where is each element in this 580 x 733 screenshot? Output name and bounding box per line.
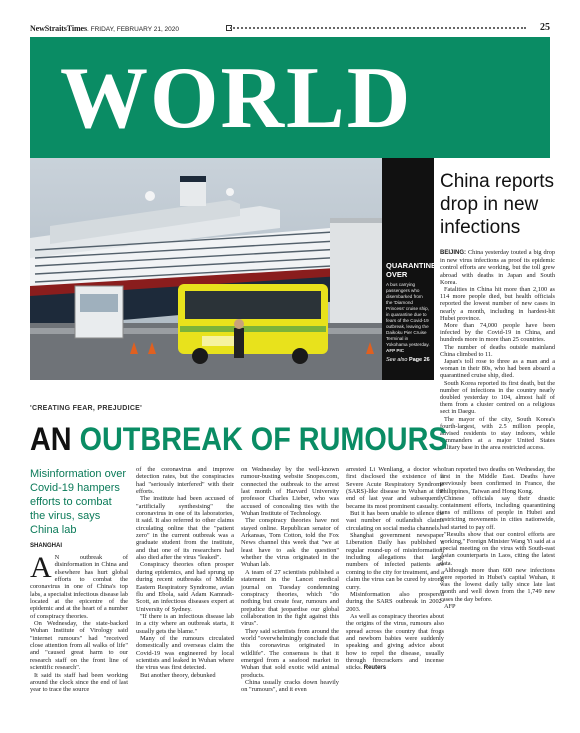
story-paragraph: of the coronavirus and improve detection rates, but the conspiracies had "seriously interfered" with their efforts. — [136, 466, 234, 496]
side-story-paragraph: Iran reported two deaths on Wednesday, the first in the Middle East. Deaths have previously been confirmed in France, the Philippines, Taiwan and Hong Kong. — [440, 466, 555, 495]
story-kicker: 'CREATING FEAR, PREJUDICE' — [30, 405, 143, 412]
story-paragraph — [30, 551, 128, 620]
side-story-credit-line — [440, 603, 555, 610]
story-paragraph: The institute had been accused of "artificially synthesising" the coronavirus in one of its laboratories, it said. It also referred to other claims circulating online that the "patient zero" in the current outbreak was a graduate student from the institute, and that one of its researchers had also died after the virus "leaked". — [136, 495, 234, 562]
story-column-1 — [30, 551, 128, 694]
side-story-paragraph: Japan's toll rose to three as a man and a woman in their 80s, who had been aboard a quarantined cruise ship, died. — [440, 358, 555, 380]
caption-text: A bus carrying passengers who disembarked from the 'Diamond Princess' cruise ship, in quarantine due to fears of the Covid-19 outbreak, leaving the Daikoku Pier Cruise Terminal in Yokohama yesterday. — [386, 282, 430, 347]
caption-credit: AFP PIC — [386, 348, 405, 353]
story-text: As well as conspiracy theories about the origins of the virus, rumours also spread across the country that frogs and newborn babies were suddenly speaking and giving advice about how to repel the disease, usually through firecrackers and incense sticks. — [346, 612, 444, 672]
dotted-rule — [230, 27, 526, 30]
side-story-continued — [440, 466, 555, 610]
side-story-headline: China reports drop in new infections — [440, 171, 555, 238]
story-paragraph: A team of 27 scientists published a statement in the Lancet medical journal on Tuesday condemning conspiracy theories, which "do nothing but create fear, rumours and prejudice that jeopardise our global collaboration in the fight against this virus". — [241, 568, 339, 628]
see-also-prefix: See also — [386, 357, 408, 363]
story-paragraph: arrested Li Wenliang, a doctor who first disclosed the existence of a Severe Acute Respiratory Syndrome (SARS)-like disease in Wuhan at the end of last year and subsequently became its most prominent casualty. — [346, 466, 444, 510]
side-story-paragraph: Fatalities in China hit more than 2,100 as 114 more people died, but health officials reported the lowest number of new cases in nearly a month, including in hardest-hit Hubei province. — [440, 286, 555, 322]
story-paragraph: On Wednesday, the state-backed Wuhan Institute of Virology said "internet rumours" had "received close attention from all walks of life" and "caused great harm to our research staff on the front line of scientific research". — [30, 620, 128, 672]
dateline: . FRIDAY, FEBRUARY 21, 2020 — [87, 26, 180, 33]
story-column-4 — [346, 466, 444, 673]
drop-cap: A — [30, 551, 52, 584]
side-story-paragraph: The number of deaths outside mainland China climbed to 11. — [440, 343, 555, 358]
side-story-paragraph: Chinese officials say their drastic containment efforts, including quarantining tens of millions of people in Hubei and restricting movements in cities nationwide, had started to pay off. — [440, 494, 555, 531]
see-also[interactable] — [386, 357, 430, 363]
side-story-paragraph: More than 74,000 people have been infected by the Covid-19 in China, and hundreds more in more than 25 countries. — [440, 322, 555, 344]
story-paragraph: They said scientists from around the world "overwhelmingly conclude that this coronavirus originated in wildlife". The consensus is that it emerged from a seafood market in Wuhan that sold exotic wild animal products. — [241, 627, 339, 679]
publication-dateline — [30, 24, 179, 33]
story-paragraph: China usually cracks down heavily on "rumours", and it even — [241, 678, 339, 694]
side-story-credit: AFP — [444, 602, 456, 610]
section-title: WORLD — [60, 50, 413, 147]
story-paragraph: The conspiracy theories have not stayed online. Republican senator of Arkansas, Tom Cotton, told the Fox News channel this week that "we at least have to ask the question" whether the virus originated in the Wuhan lab. — [241, 517, 339, 569]
side-story-paragraph: South Korea reported its first death, but the number of infections in the country nearly doubled yesterday to 104, almost half of them from a cluster centred on a religious sect in Daegu. — [440, 379, 555, 416]
story-paragraph: It said its staff had been working around the clock since the end of last year to trace the source — [30, 671, 128, 694]
cruise-ship-photo — [30, 158, 382, 380]
story-paragraph: Misinformation also prospered during the SARS outbreak in 2002-2003. — [346, 590, 444, 613]
side-story-paragraph — [440, 249, 555, 286]
headline-part-2: OUTBREAK OF RUMOURS — [79, 421, 448, 457]
caption-body — [386, 282, 430, 354]
side-story-paragraph: "Results show that our control efforts are working," Foreign Minister Wang Yi said at a special meeting on the virus with South-east Asian counterparts in Laos, citing the latest data. — [440, 530, 555, 567]
story-byline: SHANGHAI — [30, 543, 63, 549]
story-headline — [30, 419, 448, 459]
see-also-page: Page 26 — [408, 357, 430, 363]
photo-caption — [382, 158, 434, 380]
story-paragraph: on Wednesday by the well-known rumour-busting website Snopes.com, connected the outbreak to the arrest last month of Harvard University professor Charles Lieber, who was accused of concealing ties with the Wuhan Institute of Technology. — [241, 466, 339, 518]
story-column-3 — [241, 466, 339, 694]
side-story-paragraph: Although more than 600 new infections were reported in Hubei's capital Wuhan, it was the lowest daily tally since late last month and well down from the 1,749 new cases the day before. — [440, 566, 555, 603]
story-paragraph: "If there is an infectious disease lab in a city where an outbreak starts, it usually gets the blame." — [136, 612, 234, 635]
side-story-paragraph: The mayor of the city, South Korea's fourth-largest, with 2.5 million people, advised residents to stay indoors, while commanders at a major United States military base in the area restricted access. — [440, 415, 555, 452]
story-column-2 — [136, 466, 234, 679]
story-paragraph — [346, 613, 444, 673]
story-deck: Misinformation over Covid-19 hampers efforts to combat the virus, says China lab — [30, 468, 126, 536]
page-number: 25 — [540, 22, 550, 33]
story-paragraph: Many of the rumours circulated domestically and overseas claim the Covid-19 was engineered by local scientists and leaked in Wuhan where the virus was first detected. — [136, 634, 234, 672]
headline-part-1: AN — [30, 421, 72, 457]
side-story-text: China yesterday touted a big drop in new virus infections as proof its epidemic control efforts are working, but the toll grew abroad with deaths in Japan and South Korea. — [440, 249, 555, 286]
masthead-strip — [30, 22, 550, 36]
section-banner — [30, 37, 550, 158]
publication-name: NewStraitsTimes — [30, 24, 88, 33]
story-paragraph: Conspiracy theories often prosper during epidemics, and had sprung up during recent outbreaks of Middle Eastern Respiratory Syndrome, avian flu and Ebola, said Adam Kamradt-Scott, an infectious diseases expert at University of Sydney. — [136, 561, 234, 613]
photo-illustration — [30, 158, 382, 380]
story-paragraph: But another theory, debunked — [140, 671, 216, 679]
story-paragraph: Shanghai government newspaper Liberation Daily has published a regular round-up of misinformation, including allegations that large numbers of infected patients are coming to the city for treatment, and a claim the virus can be cured by strong curry. — [346, 532, 444, 591]
side-story-dateline: BEIJING: — [440, 250, 467, 256]
story-paragraph: But it has been unable to silence the vast number of outlandish claims circulating on social media channels. — [346, 510, 444, 532]
caption-title: QUARANTINE OVER — [386, 261, 436, 279]
side-story — [440, 170, 555, 452]
story-text: N outbreak of disinformation in China and elsewhere has hurt global efforts to combat the coronavirus in one of China's top labs, a specialist infectious disease lab located at the epicentre of the epidemic and at the heart of a number of conspiracy theories. — [30, 554, 128, 620]
story-credit: Reuters — [363, 665, 387, 672]
